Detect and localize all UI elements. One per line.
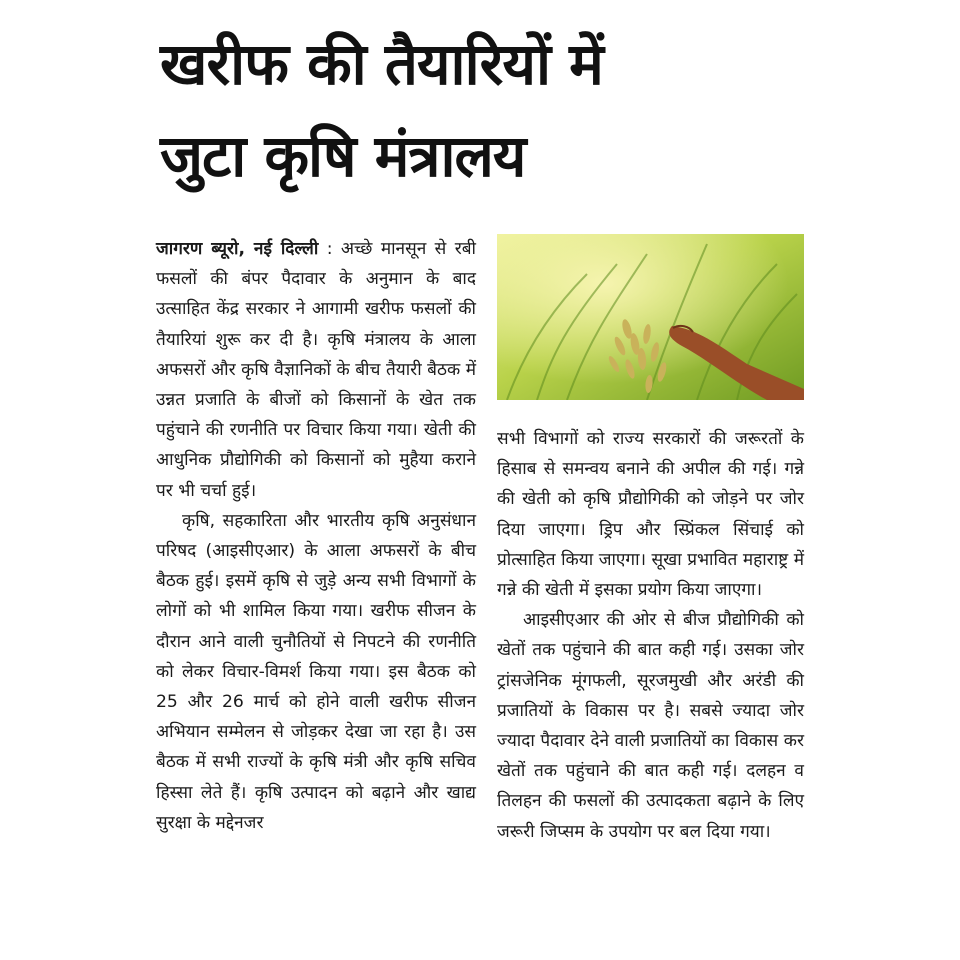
- paragraph-1-text: अच्छे मानसून से रबी फसलों की बंपर पैदावार के अनुमान के बाद उत्साहित केंद्र सरकार ने आगामी खरीफ फसलों की तैयारियां शुरू कर दी है। कृषि मंत्रालय के आला अफसरों और कृषि वैज्ञानिकों के बीच तैयारी बैठक में उन्नत प्रजाति के बीजों को किसानों के खेत तक पहुंचाने की रणनीति पर विचार किया गया। खेती की आधुनिक प्रौद्योगिकी को किसानों को मुहैया कराने पर भी चर्चा हुई।: [156, 239, 476, 501]
- paragraph-4: आइसीएआर की ओर से बीज प्रौद्योगिकी को खेतों तक पहुंचाने की बात कही गई। उसका जोर ट्रांसजेनिक मूंगफली, सूरजमुखी और अरंडी की प्रजातियों के विकास पर है। सबसे ज्यादा जोर ज्यादा पैदावार देने वाली प्रजातियों का विकास कर खेतों तक पहुंचाने की बात कही गई। दलहन व तिलहन की फसलों की उत्पादकता बढ़ाने के लिए जरूरी जिप्सम के उपयोग पर बल दिया गया।: [497, 610, 804, 842]
- headline-line-1: खरीफ की तैयारियों में: [160, 30, 603, 98]
- article-column-right: [497, 424, 804, 847]
- rice-paddy-photo: [497, 234, 804, 400]
- paragraph-2: कृषि, सहकारिता और भारतीय कृषि अनुसंधान परिषद (आइसीएआर) के आला अफसरों के बीच बैठक हुई। इसमें कृषि से जुड़े अन्य सभी विभागों के लोगों को भी शामिल किया गया। खरीफ सीजन के दौरान आने वाली चुनौतियों से निपटने की रणनीति को लेकर विचार-विमर्श किया गया। इस बैठक को 25 और 26 मार्च को होने वाली खरीफ सीजन अभियान सम्मेलन से जोड़कर देखा जा रहा है। उस बैठक में सभी राज्यों के कृषि मंत्री और कृषि सचिव हिस्सा लेते हैं। कृषि उत्पादन को बढ़ाने और खाद्य सुरक्षा के मद्देनजर: [156, 510, 476, 833]
- byline-separator: :: [318, 239, 341, 259]
- headline-line-2: जुटा कृषि मंत्रालय: [160, 122, 526, 190]
- byline: जागरण ब्यूरो, नई दिल्ली: [156, 239, 319, 259]
- article-headline: [160, 18, 920, 202]
- article-column-left: [156, 234, 476, 838]
- paragraph-1: [156, 234, 476, 506]
- rice-paddy-image: [497, 234, 804, 400]
- paragraph-3: सभी विभागों को राज्य सरकारों की जरूरतों के हिसाब से समन्वय बनाने की अपील की गई। गन्ने की खेती को कृषि प्रौद्योगिकी को जोड़ने पर जोर दिया जाएगा। ड्रिप और स्प्रिंकल सिंचाई को प्रोत्साहित किया जाएगा। सूखा प्रभावित महाराष्ट्र में गन्ने की खेती में इसका प्रयोग किया जाएगा।: [497, 429, 804, 601]
